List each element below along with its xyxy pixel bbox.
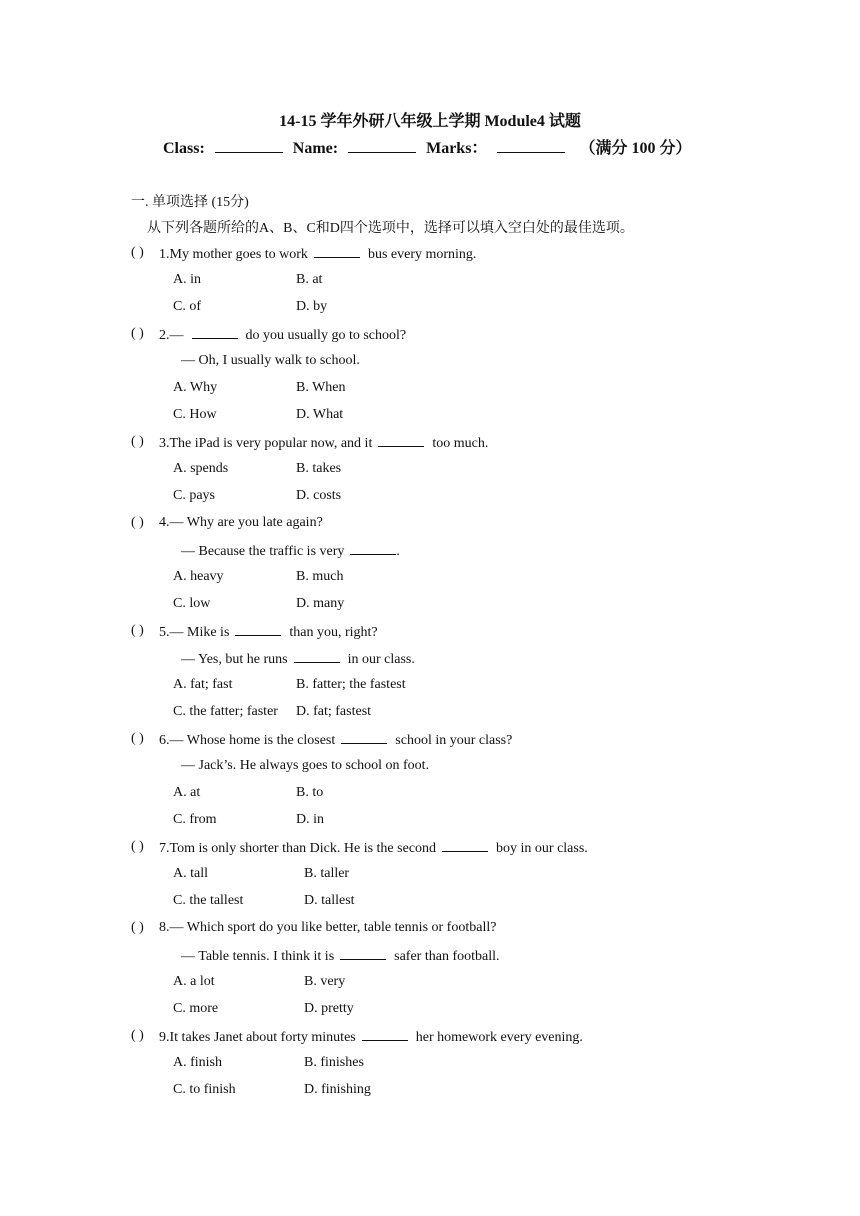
q1-option-d: D. by — [296, 299, 328, 314]
question-8-reply-text: — Table tennis. I think it is — [181, 949, 335, 964]
question-7-text: 7.Tom is only shorter than Dick. He is the second — [159, 841, 437, 856]
q4-option-c: C. low — [173, 596, 211, 611]
q3-option-b: B. takes — [296, 461, 342, 476]
question-4-reply-text: — Because the traffic is very — [181, 544, 345, 559]
class-label: Class: — [163, 140, 205, 157]
page-title: 14-15 学年外研八年级上学期 Module4 试题 — [279, 113, 581, 130]
answer-paren-9[interactable]: ( ) — [131, 1028, 144, 1043]
question-9-stem — [159, 1028, 583, 1046]
q2-option-d: D. What — [296, 407, 344, 422]
question-8-reply — [181, 947, 500, 965]
question-9-text: 9.It takes Janet about forty minutes — [159, 1030, 356, 1045]
question-1-text-after: bus every morning. — [367, 247, 477, 262]
answer-paren-4[interactable]: ( ) — [131, 515, 144, 530]
q8-option-b: B. very — [304, 974, 346, 989]
q4-option-b: B. much — [296, 569, 344, 584]
question-5-text: 5.— Mike is — [159, 625, 230, 640]
answer-paren-1[interactable]: ( ) — [131, 245, 144, 260]
question-2-reply: — Oh, I usually walk to school. — [181, 353, 360, 368]
q6-option-d: D. in — [296, 812, 324, 827]
question-5-text-after: than you, right? — [289, 625, 378, 640]
q7-option-a: A. tall — [173, 866, 208, 881]
question-8-blank — [340, 947, 386, 960]
q5-option-b: B. fatter; the fastest — [296, 677, 406, 692]
section-heading: 一. 单项选择 (15分) — [131, 195, 249, 210]
full-score: （满分 100 分） — [579, 140, 692, 157]
question-6-text-after: school in your class? — [395, 733, 513, 748]
section-instruction: 从下列各题所给的A、B、C和D四个选项中，选择可以填入空白处的最佳选项。 — [147, 221, 634, 236]
marks-label: Marks： — [426, 140, 488, 157]
question-5-reply — [181, 650, 415, 668]
answer-paren-6[interactable]: ( ) — [131, 731, 144, 746]
q3-option-c: C. pays — [173, 488, 215, 503]
q2-option-c: C. How — [173, 407, 217, 422]
q7-option-c: C. the tallest — [173, 893, 244, 908]
q5-option-d: D. fat; fastest — [296, 704, 372, 719]
q6-option-b: B. to — [296, 785, 324, 800]
q6-option-a: A. at — [173, 785, 201, 800]
q9-option-d: D. finishing — [304, 1082, 371, 1097]
q4-option-a: A. heavy — [173, 569, 224, 584]
class-blank[interactable] — [215, 138, 283, 153]
q1-option-c: C. of — [173, 299, 201, 314]
question-2-stem — [159, 326, 406, 344]
answer-paren-2[interactable]: ( ) — [131, 326, 144, 341]
name-label: Name: — [292, 140, 339, 157]
q5-option-a: A. fat; fast — [173, 677, 233, 692]
marks-blank[interactable] — [497, 138, 565, 153]
question-6-text: 6.— Whose home is the closest — [159, 733, 336, 748]
question-4-reply-end: . — [396, 544, 400, 559]
q8-option-a: A. a lot — [173, 974, 215, 989]
question-2-blank — [192, 326, 238, 339]
question-7-text-after: boy in our class. — [496, 841, 588, 856]
q4-option-d: D. many — [296, 596, 345, 611]
q8-option-d: D. pretty — [304, 1001, 354, 1016]
q3-option-a: A. spends — [173, 461, 229, 476]
q6-option-c: C. from — [173, 812, 217, 827]
question-5-stem — [159, 623, 378, 641]
question-3-text-after: too much. — [432, 436, 489, 451]
question-5-reply-end: in our class. — [347, 652, 415, 667]
question-7-blank — [442, 839, 488, 852]
q9-option-c: C. to finish — [173, 1082, 236, 1097]
q7-option-d: D. tallest — [304, 893, 355, 908]
question-3-stem — [159, 434, 488, 452]
question-7-stem — [159, 839, 588, 857]
student-info-line — [163, 135, 691, 158]
q9-option-b: B. finishes — [304, 1055, 364, 1070]
question-9-blank — [362, 1028, 408, 1041]
q7-option-b: B. taller — [304, 866, 350, 881]
question-1-text: 1.My mother goes to work — [159, 247, 308, 262]
question-5-reply-blank — [294, 650, 340, 663]
question-4-blank — [350, 542, 396, 555]
question-1-stem — [159, 245, 476, 263]
question-6-reply: — Jack’s. He always goes to school on foot. — [181, 758, 430, 773]
answer-paren-8[interactable]: ( ) — [131, 920, 144, 935]
question-3-text: 3.The iPad is very popular now, and it — [159, 436, 373, 451]
q8-option-c: C. more — [173, 1001, 219, 1016]
question-9-text-after: her homework every evening. — [415, 1030, 583, 1045]
name-blank[interactable] — [348, 138, 416, 153]
question-6-stem — [159, 731, 512, 749]
question-1-blank — [314, 245, 360, 258]
question-6-blank — [341, 731, 387, 744]
question-2-text: 2.— — [159, 328, 184, 343]
q2-option-a: A. Why — [173, 380, 218, 395]
question-4-stem: 4.— Why are you late again? — [159, 515, 323, 530]
answer-paren-3[interactable]: ( ) — [131, 434, 144, 449]
q1-option-a: A. in — [173, 272, 201, 287]
question-5-reply-text: — Yes, but he runs — [181, 652, 288, 667]
q9-option-a: A. finish — [173, 1055, 222, 1070]
question-8-stem: 8.— Which sport do you like better, table tennis or football? — [159, 920, 497, 935]
question-3-blank — [378, 434, 424, 447]
question-5-blank — [235, 623, 281, 636]
q5-option-c: C. the fatter; faster — [173, 704, 278, 719]
answer-paren-7[interactable]: ( ) — [131, 839, 144, 854]
q3-option-d: D. costs — [296, 488, 342, 503]
q2-option-b: B. When — [296, 380, 346, 395]
q1-option-b: B. at — [296, 272, 323, 287]
question-4-reply — [181, 542, 400, 560]
question-8-reply-end: safer than football. — [394, 949, 500, 964]
question-2-text-after: do you usually go to school? — [245, 328, 407, 343]
answer-paren-5[interactable]: ( ) — [131, 623, 144, 638]
